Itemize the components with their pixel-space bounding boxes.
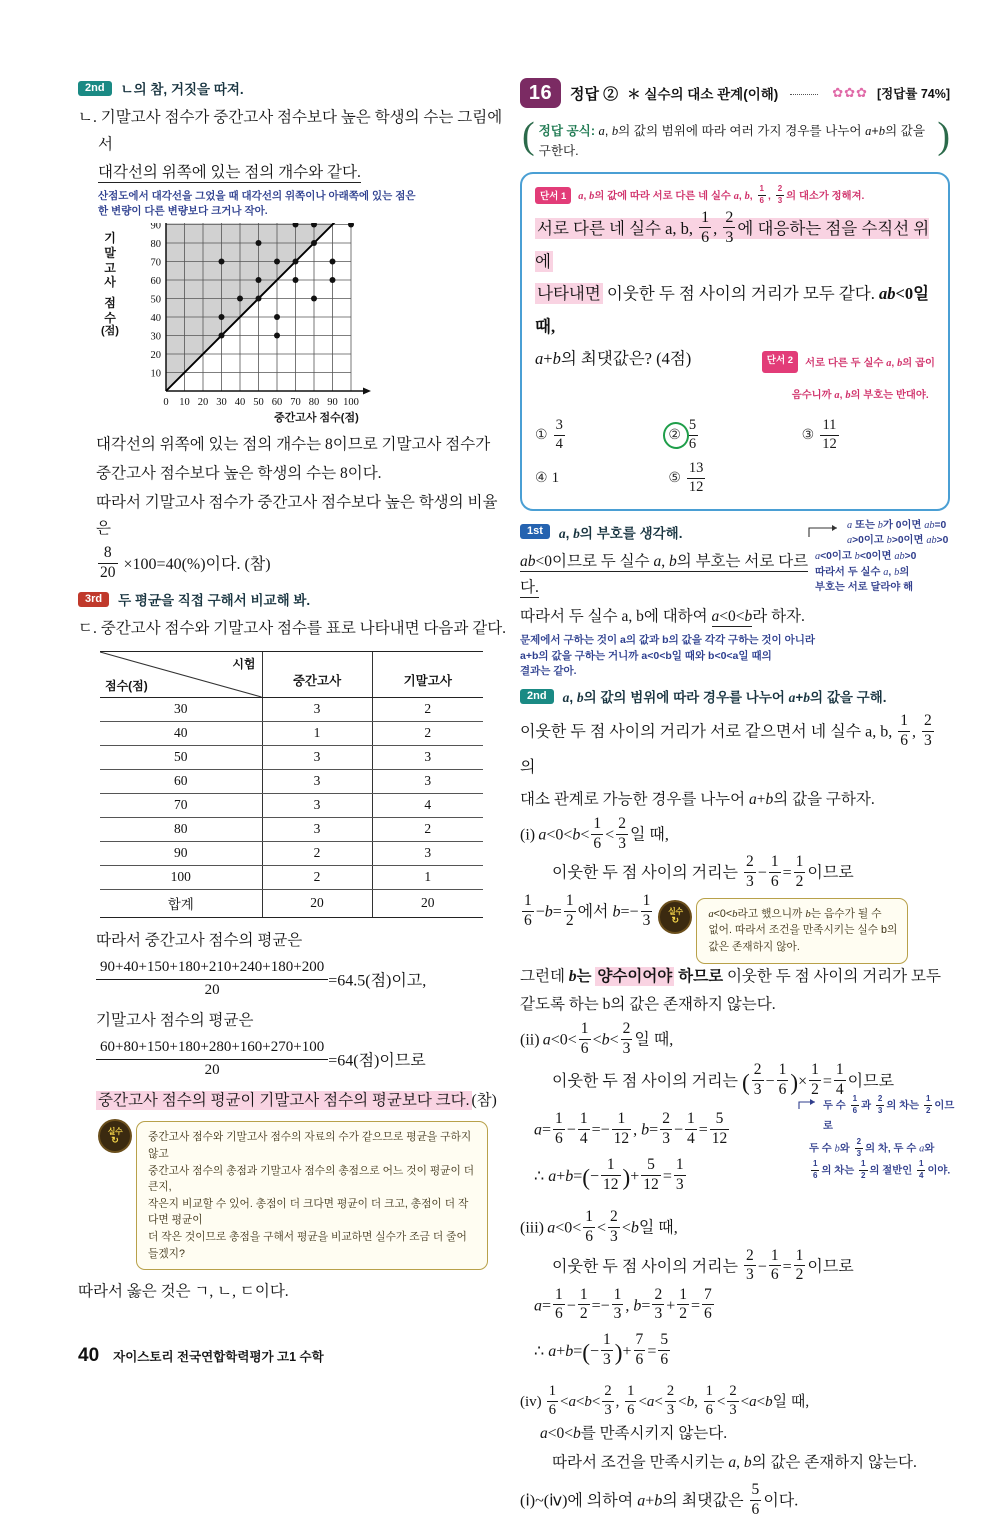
cell-score: 50: [100, 745, 262, 769]
bracket-right-icon: ): [937, 115, 950, 157]
problem-line-3: a+b의 최댓값은? (4점): [535, 348, 692, 368]
cell-mid: 3: [262, 817, 372, 841]
avg-mid-lead: 따라서 중간고사 점수의 평균은: [96, 931, 303, 949]
case-ii-sum: ∴ a+b=(− $\frac{1}{12}$ )+ $\frac{5}{12}$ = $\frac{1}{3}$: [534, 1155, 684, 1193]
cell-score: 60: [100, 769, 262, 793]
step-2nd-right-text: a, b의 값의 범위에 따라 경우를 나누어 a+b의 값을 구해.: [562, 690, 887, 706]
question-number-badge: 16: [520, 78, 561, 108]
question-header: [520, 78, 950, 108]
side-ii-line-0: 두 수 $\frac{1}{6}$ 과 $\frac{2}{3}$ 의 차는 $\frac{1}{2}$ 이므로: [823, 1094, 955, 1133]
step-badge-2nd-right: 2nd: [520, 689, 554, 704]
ylabel-char-5: 수: [104, 310, 116, 325]
x-tick-label: 40: [234, 397, 246, 409]
solution-step-1: [520, 519, 950, 680]
final-line: (ⅰ)~(ⅳ)에 의하여 a+b의 최댓값은 $\frac{5}{6}$ 이다.: [520, 1481, 799, 1519]
s1-line2a: 따라서 두 실수 a, b에 대하여: [520, 608, 708, 626]
case-iv-label: (iv): [520, 1394, 542, 1411]
ylabel-char-4: 점: [104, 295, 116, 310]
cell-final: 2: [372, 697, 483, 721]
x-tick-label: 80: [308, 397, 320, 409]
side-note-line-3: 따라서 두 실수 a, b의: [815, 566, 910, 578]
choice-1[interactable]: [535, 418, 668, 452]
choice-4[interactable]: [535, 461, 668, 495]
case-iii-label: (iii): [520, 1219, 544, 1237]
correct-rate: [정답률 74%]: [876, 87, 950, 101]
choice-1-value: $\frac{3}{4}$: [555, 417, 563, 452]
table-row: [100, 697, 483, 721]
scatter-point: [237, 296, 243, 302]
answer-formula-row: [522, 115, 950, 161]
s1-blue-note: [520, 633, 820, 680]
scatter-point: [330, 259, 336, 265]
book-title: 자이스토리 전국연합학력평가 고1 수학: [113, 1350, 324, 1364]
table-row: [100, 793, 483, 817]
side-note-sign-rules: [815, 518, 955, 596]
scatter-point: [311, 296, 317, 302]
table-corner-bottom-label: 점수(점): [105, 678, 148, 693]
case-i-distance: 이웃한 두 점 사이의 거리는 $\frac{2}{3}$ − $\frac{1}{6}$ = $\frac{1}{2}$ 이므로: [552, 853, 854, 891]
question-topic: ＊ 실수의 대소 관계(이해): [627, 87, 779, 102]
s2-line1a: 이웃한 두 점 사이의 거리가 서로 같으면서 네 실수 a, b,: [520, 723, 893, 741]
scatter-point: [274, 333, 280, 339]
clue-2-line1: 서로 다른 두 실수 a, b의 곱이: [805, 357, 935, 369]
table-row: [100, 721, 483, 745]
formula-line2: 구한다.: [538, 144, 579, 159]
avg-fin-denominator: 20: [96, 1059, 328, 1080]
after-chart-text: [96, 432, 508, 585]
case-i-concl1: 그런데 b는 양수이어야 하므로 이웃한 두 점 사이의 거리가 모두: [520, 967, 941, 985]
case-i: [520, 816, 950, 1019]
choice-2[interactable]: [668, 418, 801, 452]
left-column: [78, 78, 508, 1306]
cell-score: 30: [100, 697, 262, 721]
case-iii-ab: a= $\frac{1}{6}$ − $\frac{1}{2}$ =− $\frac{1}{3}$ , b= $\frac{2}{3}$ + $\frac{1}{2}$ = $\frac{7}{6}$: [534, 1285, 712, 1323]
cell-mid: 20: [262, 889, 372, 917]
scatter-svg: [138, 223, 388, 423]
case-ii-label: (ii): [520, 1031, 540, 1049]
cell-mid: 2: [262, 841, 372, 865]
case-iii-condition: (iii) a<0< $\frac{1}{6}$ < $\frac{2}{3}$ <b일 때,: [520, 1208, 678, 1245]
step-2nd-left: [78, 78, 508, 98]
cell-mid: 1: [262, 721, 372, 745]
s1-line1: ab<0이므로 두 실수 a, b의 부호는 서로 다르다.: [520, 552, 809, 597]
cell-final: 20: [372, 889, 483, 917]
avg-fin-fraction: [96, 1039, 328, 1079]
s1-line2c: 라 하자.: [752, 608, 805, 626]
scatter-chart: [78, 223, 508, 428]
problem-statement: [535, 209, 935, 409]
s2-line1b: 의: [520, 758, 536, 776]
scatter-point: [293, 277, 299, 283]
mistake-left-line-3: 더 작은 것이므로 총점을 구해서 평균을 비교하면 실수가 조금 더 줄어들겠지?: [148, 1230, 467, 1260]
ratio-fraction: [98, 545, 118, 582]
case-ii-ab: a= $\frac{1}{6}$ − $\frac{1}{4}$ =− $\frac{1}{12}$ , b= $\frac{2}{3}$ − $\frac{1}{4}$ = $\frac{5}{12}$: [534, 1110, 728, 1147]
table-header-mid: 중간고사: [262, 651, 372, 697]
scatter-point: [256, 240, 262, 246]
formula-line1: a, b의 값의 범위에 따라 여러 가지 경우를 나누어 a+b의 값을: [598, 124, 926, 138]
statement-l: [78, 105, 508, 187]
clue-2: [762, 345, 935, 409]
bracket-left-icon: (: [522, 115, 535, 157]
side-ii-line-1: 두 수 b와 $\frac{2}{3}$ 의 차, 두 수 a와: [809, 1137, 935, 1158]
step2-intro: [520, 713, 950, 814]
side-note-ii-lines: [809, 1094, 955, 1182]
choice-5[interactable]: [668, 461, 801, 495]
choice-5-value: $\frac{13}{12}$: [688, 460, 704, 496]
problem-line-2b: 이웃한 두 점 사이의 거리가 모두 같다.: [606, 284, 875, 304]
step-badge-1st: 1st: [520, 524, 550, 539]
cell-score: 90: [100, 841, 262, 865]
step-badge-2nd: 2nd: [78, 81, 112, 96]
y-tick-label: 50: [150, 294, 161, 306]
table-row: [100, 745, 483, 769]
cell-mid: 3: [262, 769, 372, 793]
answer-formula-text: [539, 119, 934, 161]
after-chart-line3: 따라서 기말고사 점수가 중간고사 점수보다 높은 학생의 비율은: [96, 493, 498, 538]
y-tick-label: 10: [150, 368, 161, 380]
x-tick-label: 20: [197, 397, 209, 409]
after-chart-line2: 중간고사 점수보다 높은 학생의 수는 8이다.: [96, 465, 382, 483]
avg-fin-numerator: 60+80+150+180+280+160+270+100: [100, 1039, 325, 1056]
table-corner-top-label: 시험: [232, 656, 256, 671]
s1-line2: 따라서 두 실수 a, b에 대하여 a<0<b라 하자.: [520, 608, 805, 626]
conclusion-tail: (참): [471, 1091, 497, 1109]
x-tick-label: 100: [343, 397, 359, 409]
step-1st-right: [520, 522, 820, 542]
cell-mid: 2: [262, 865, 372, 889]
y-tick-label: 90: [150, 223, 161, 232]
ylabel-char-0: 기: [104, 231, 116, 246]
problem-line-1: 서로 다른 네 실수 a, b, $\frac{1}{6}$ , $\frac{2}{3}$ 에 대응하는 점을 수직선 위에: [535, 208, 930, 272]
chart-y-axis-label: [100, 231, 120, 338]
scatter-point: [330, 277, 336, 283]
avg-fin-equation: [96, 1039, 508, 1079]
cell-score: 100: [100, 865, 262, 889]
cell-mid: 3: [262, 745, 372, 769]
table-row: [100, 769, 483, 793]
y-tick-label: 80: [150, 239, 161, 251]
problem-box: [520, 172, 950, 511]
case-i-equation: $\frac{1}{6}$ −b= $\frac{1}{2}$ 에서 b=− $\frac{1}{3}$: [524, 891, 651, 929]
ylabel-char-3: 사: [104, 275, 116, 290]
elbow-arrow-icon-2: [797, 1097, 823, 1111]
problem-line-1b: 에 대응하는 점을 수직선 위에: [535, 218, 930, 272]
after-chart-line1: 대각선의 위쪽에 있는 점의 개수는 8이므로 기말고사 점수가: [96, 436, 491, 454]
choice-2-mark-selected: ②: [668, 427, 681, 443]
scatter-point: [311, 240, 317, 246]
mistake-box-case-i: [696, 898, 908, 964]
choice-3[interactable]: [802, 418, 935, 452]
side-note-lines: [815, 518, 955, 596]
header-dot-leader: [790, 86, 818, 95]
choice-4-value: 1: [551, 470, 560, 487]
cell-score: 합계: [100, 889, 262, 917]
statement-d: [78, 616, 508, 643]
cell-mid: 3: [262, 793, 372, 817]
case-i-label: (i): [520, 826, 536, 844]
scatter-point: [274, 314, 280, 320]
choice-5-mark: ⑤: [668, 471, 681, 487]
problem-line-2a: 나타내면: [537, 284, 601, 304]
cell-score: 70: [100, 793, 262, 817]
blue-note-1-line2: 한 변량이 다른 변량보다 크거나 작아.: [98, 204, 268, 217]
scatter-point: [219, 259, 225, 265]
conclusion-line: [96, 1088, 508, 1115]
case-iv-line1: a<0<b를 만족시키지 않는다.: [540, 1425, 728, 1443]
case-ii-dist-tail: 이므로: [847, 1073, 895, 1091]
choice-2-value: $\frac{5}{6}$: [688, 417, 697, 452]
avg-fin-lead: 기말고사 점수의 평균은: [96, 1011, 254, 1029]
step1-body: [520, 549, 820, 631]
mistake-box-left: [136, 1121, 488, 1270]
avg-mid-numerator: 90+40+150+180+210+240+180+200: [100, 959, 325, 976]
s1-note-line-2: 결과는 같아.: [520, 665, 577, 678]
cell-final: 3: [372, 841, 483, 865]
case-iv-line2: 따라서 조건을 만족시키는 a, b의 값은 존재하지 않는다.: [552, 1453, 917, 1471]
choice-4-mark: ④: [535, 471, 548, 487]
table-row: [100, 889, 483, 917]
cell-final: 3: [372, 745, 483, 769]
avg-mid-equation: [96, 959, 508, 999]
choice-1-mark: ①: [535, 427, 548, 443]
choice-row-1: [535, 418, 935, 452]
mistake-callout-left: [100, 1121, 508, 1270]
case-i-concl2: 같도록 하는 b의 값은 존재하지 않는다.: [520, 996, 776, 1014]
scores-table-body: [100, 697, 483, 917]
s1-note-line-0: 문제에서 구하는 것이 a의 값과 b의 값을 각각 구하는 것이 아니라: [520, 633, 816, 646]
clue-1-tag: 단서 1: [535, 187, 571, 204]
case-iv-condition: (iv) $\frac{1}{6}$ <a<b< $\frac{2}{3}$ , $\frac{1}{6}$ <a< $\frac{2}{3}$ <b, $\frac{1}{6}$ < $\frac{2}{3}$ <a<b일 때,: [520, 1383, 810, 1419]
case-ii-dist-lead: 이웃한 두 점 사이의 거리는: [552, 1073, 739, 1091]
ylabel-char-1: 말: [104, 246, 116, 261]
y-tick-label: 70: [150, 257, 161, 269]
x-tick-label: 50: [253, 397, 264, 409]
case-ii-distance: 이웃한 두 점 사이의 거리는 ( $\frac{2}{3}$ − $\frac{1}{6}$ )× $\frac{1}{2}$ = $\frac{1}{4}$ 이므로: [552, 1061, 895, 1099]
statement-l-line1: ㄴ. 기말고사 점수가 중간고사 점수보다 높은 학생의 수는 그림에서: [78, 109, 503, 153]
side-note-line-0: a 또는 b가 0이면 ab=0: [847, 519, 947, 531]
y-tick-label: 30: [150, 331, 161, 343]
choice-3-value: $\frac{11}{12}$: [822, 417, 837, 452]
s2-line2: 대소 관계로 가능한 경우를 나누어 a+b의 값을 구하자.: [520, 791, 875, 809]
cell-score: 40: [100, 721, 262, 745]
final-fraction: $\frac{5}{6}$: [751, 1481, 760, 1519]
side-note-line-1: a>0이고 b>0이면 ab>0: [847, 535, 949, 547]
case-iii-sum: ∴ a+b=(− $\frac{1}{3}$ )+ $\frac{7}{6}$ = $\frac{5}{6}$: [534, 1331, 669, 1368]
scatter-point: [219, 314, 225, 320]
step-3rd-text: 두 평균을 직접 구해서 비교해 봐.: [118, 593, 311, 609]
mistake-i-line-0: a<0<b라고 했으니까 b는 음수가 될 수: [708, 907, 882, 920]
choice-3-mark: ③: [801, 427, 815, 443]
ratio-equation: [96, 545, 508, 585]
problem-condition: ab<0일 때,: [535, 284, 930, 336]
step-1st-text: a, b의 부호를 생각해.: [558, 525, 683, 541]
step-2nd-right: [520, 686, 950, 706]
scatter-point: [348, 223, 354, 228]
side-note-line-4: 부호는 서로 달라야 해: [815, 582, 914, 594]
table-corner-cell: [100, 651, 262, 697]
page-footer: [78, 1345, 324, 1367]
elbow-arrow-icon: [807, 523, 847, 539]
side-note-line-2: a<0이고 b<0이면 ab>0: [815, 551, 917, 563]
statement-l-line2: 대각선의 위쪽에 있는 점의 개수와 같다.: [98, 164, 361, 182]
formula-label: 정답 공식:: [538, 124, 596, 138]
page-number: 40: [78, 1345, 100, 1366]
avg-mid-result: =64.5(점)이고,: [328, 972, 427, 990]
scatter-point: [256, 296, 262, 302]
mistake-seal-arrow: ↻: [111, 1134, 119, 1145]
step-3rd-left: [78, 589, 508, 609]
case-i-dist-lead: 이웃한 두 점 사이의 거리는: [552, 864, 739, 882]
side-note-case-ii: [803, 1095, 955, 1182]
right-column: [520, 78, 955, 1521]
mistake-seal-icon-right: 실수 ↻: [660, 902, 690, 932]
clue-2-line2: 음수니까 a, b의 부호는 반대야.: [791, 389, 929, 401]
x-tick-label: 90: [327, 397, 338, 409]
step-badge-3rd: 3rd: [78, 592, 109, 607]
table-row: [100, 841, 483, 865]
cell-final: 2: [372, 817, 483, 841]
ratio-numerator: 8: [103, 544, 112, 562]
choice-row-2: [535, 461, 935, 495]
y-tick-label: 60: [150, 276, 161, 288]
clue-2-tag: 단서 2: [762, 351, 798, 373]
table-row: [100, 865, 483, 889]
y-tick-label: 20: [150, 350, 161, 362]
scatter-point: [293, 259, 299, 265]
x-tick-label: 0: [163, 397, 169, 409]
case-i-dist-tail: 이므로: [807, 864, 854, 882]
mistake-left-line-0: 중간고사 점수와 기말고사 점수의 자료의 수가 같으므로 평균을 구하지 않고: [148, 1131, 472, 1161]
choice-empty: [802, 461, 935, 495]
cell-final: 4: [372, 793, 483, 817]
mistake-seal-text: 실수: [107, 1126, 123, 1136]
final-conclusion: [520, 1482, 950, 1519]
x-tick-label: 70: [290, 397, 301, 409]
x-tick-label: 30: [216, 397, 227, 409]
cell-final: 1: [372, 865, 483, 889]
final-tail: 이다.: [763, 1493, 799, 1511]
case-i-condition: (i) a<0<b< $\frac{1}{6}$ < $\frac{2}{3}$ 일 때,: [520, 814, 669, 852]
statement-d-text: ㄷ. 중간고사 점수와 기말고사 점수를 표로 나타내면 다음과 같다.: [78, 620, 507, 638]
scores-table: [100, 651, 483, 918]
avg-fin-result: =64(점)이므로: [328, 1052, 426, 1070]
x-tick-label: 10: [179, 397, 190, 409]
avg-mid-denominator: 20: [96, 979, 328, 1000]
mistake-left-line-1: 중간고사 점수의 총점과 기말고사 점수의 총점으로 어느 것이 평균이 더 큰지,: [148, 1164, 475, 1194]
ylabel-char-2: 고: [104, 260, 116, 275]
ylabel-char-6: (점): [101, 325, 119, 338]
scatter-point: [256, 277, 262, 283]
case-iii: [520, 1209, 950, 1380]
case-ii: [520, 1019, 955, 1205]
case-iii-distance: 이웃한 두 점 사이의 거리는 $\frac{2}{3}$ − $\frac{1}{6}$ = $\frac{1}{2}$ 이므로: [552, 1246, 854, 1284]
case-iv: [520, 1384, 950, 1476]
mistake-seal-icon: [100, 1121, 130, 1151]
clue-1: [535, 185, 935, 205]
table-header-final: 기말고사: [372, 651, 483, 697]
scatter-point: [274, 259, 280, 265]
choice-list: [535, 418, 935, 496]
question-answer-label: 정답 ②: [570, 85, 619, 103]
avg-mid-fraction: [96, 959, 328, 999]
averages-block: [96, 928, 508, 1115]
scatter-point: [219, 333, 225, 339]
x-tick-label: 60: [271, 397, 283, 409]
problem-line-1-text: 서로 다른 네 실수 a, b,: [537, 218, 694, 238]
cell-score: 80: [100, 817, 262, 841]
clue-1-text: a, b의 값에 따라 서로 다른 네 실수 a, b, $\frac{1}{6}$ , $\frac{2}{3}$ 의 대소가 정해져.: [578, 184, 865, 205]
cell-final: 3: [372, 769, 483, 793]
chart-plot-area: [138, 223, 388, 428]
mistake-i-line-1: 없어. 따라서 조건을 만족시키는 실수 b의: [708, 924, 898, 937]
s1-note-line-1: a+b의 값을 구하는 거니까 a<0<b일 때와 b<0<a일 때의: [520, 649, 772, 662]
ratio-denominator: 20: [100, 564, 116, 582]
left-final-answer: 따라서 옳은 것은 ㄱ, ㄴ, ㄷ이다.: [78, 1283, 289, 1301]
case-iii-dist-tail: 이므로: [807, 1258, 854, 1276]
s2-line1: 이웃한 두 점 사이의 거리가 서로 같으면서 네 실수 a, b, $\frac{1}{6}$ , $\frac{2}{3}$ 의: [520, 712, 932, 776]
mistake-left-line-2: 작은지 비교할 수 있어. 총점이 더 크다면 평균이 더 크고, 총점이 더 작다면 평균이: [148, 1197, 469, 1227]
cell-final: 2: [372, 721, 483, 745]
ratio-rest: ×100=40(%)이다. (참): [123, 556, 271, 574]
step-2nd-text: ㄴ의 참, 거짓을 따져.: [120, 82, 244, 97]
case-iii-dist-lead: 이웃한 두 점 사이의 거리는: [552, 1258, 739, 1276]
side-ii-line-2: $\frac{1}{6}$ 의 차는 $\frac{1}{2}$ 의 절반인 $\frac{1}{4}$ 이야.: [813, 1159, 951, 1180]
difficulty-flowers-icon: ✿✿✿: [832, 85, 868, 100]
chart-x-axis-label: 중간고사 점수(점): [274, 412, 359, 425]
y-tick-label: 40: [150, 313, 161, 325]
conclusion-highlight: 중간고사 점수의 평균이 기말고사 점수의 평균보다 크다.: [98, 1091, 470, 1109]
blue-note-1-line1: 산점도에서 대각선을 그었을 때 대각선의 위쪽이나 아래쪽에 있는 점은: [98, 189, 416, 202]
table-row: [100, 817, 483, 841]
mistake-i-line-2: 값은 존재하지 않아.: [708, 940, 800, 953]
cell-mid: 3: [262, 697, 372, 721]
case-ii-condition: (ii) a<0< $\frac{1}{6}$ <b< $\frac{2}{3}$ 일 때,: [520, 1019, 674, 1057]
